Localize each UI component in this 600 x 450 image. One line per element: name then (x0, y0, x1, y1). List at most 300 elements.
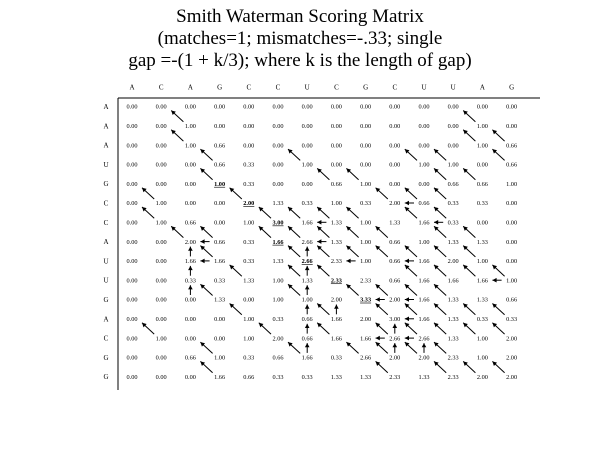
traceback-arrow (305, 324, 310, 334)
matrix-cell: 0.00 (184, 373, 196, 381)
traceback-arrow (305, 305, 310, 315)
traceback-arrow (317, 239, 326, 244)
matrix-cell: 0.00 (389, 142, 401, 150)
matrix-cell: 0.66 (447, 180, 459, 188)
traceback-arrow (230, 188, 242, 199)
matrix-cell: 0.33 (272, 373, 284, 381)
title-line-1: Smith Waterman Scoring Matrix (176, 6, 424, 27)
column-header: G (217, 83, 223, 92)
matrix-cell: 0.33 (184, 277, 196, 285)
traceback-arrow (346, 259, 355, 264)
matrix-cell: 0.00 (476, 161, 488, 169)
matrix-cell: 0.00 (184, 316, 196, 323)
matrix-cell: 1.00 (184, 142, 196, 150)
column-header: G (363, 83, 369, 92)
matrix-cell: 1.33 (389, 219, 401, 227)
matrix-cell: 1.00 (360, 180, 372, 188)
matrix-cell: 0.00 (389, 180, 401, 188)
traceback-arrow (434, 342, 446, 353)
traceback-arrow (405, 188, 417, 199)
matrix-cell: 0.00 (214, 103, 226, 111)
matrix-cell: 0.33 (447, 200, 459, 208)
matrix-cell: 0.00 (155, 373, 167, 381)
matrix-cell: 0.00 (155, 277, 167, 285)
traceback-arrow (463, 361, 475, 372)
matrix-cell: 1.33 (272, 200, 284, 208)
matrix-cell: 0.33 (214, 277, 226, 285)
matrix-cell: 0.00 (155, 123, 167, 130)
matrix-cell: 2.66 (418, 335, 430, 343)
matrix-cell: 0.00 (126, 200, 138, 208)
traceback-arrow (434, 207, 446, 218)
matrix-cell: 2.00 (506, 335, 518, 343)
matrix-cell: 0.00 (506, 123, 518, 130)
matrix-cell: 0.00 (418, 142, 430, 150)
traceback-arrow (317, 323, 329, 334)
matrix-cell: 1.33 (272, 258, 284, 266)
traceback-arrow (317, 226, 329, 237)
matrix-cell: 2.00 (389, 200, 401, 208)
matrix-cell: 1.00 (476, 335, 488, 343)
traceback-arrow (200, 284, 212, 295)
matrix-cell: 0.00 (301, 180, 313, 188)
matrix-cell: 1.00 (476, 123, 488, 130)
matrix-cell: 0.33 (301, 200, 313, 208)
matrix-cell: 0.00 (506, 103, 518, 111)
matrix-cell: 1.00 (155, 200, 167, 208)
traceback-arrow (405, 207, 417, 218)
traceback-arrow (317, 207, 329, 218)
matrix-cell: 0.00 (155, 161, 167, 169)
matrix-cell: 1.00 (301, 161, 313, 169)
traceback-arrow (405, 342, 417, 353)
traceback-arrow (434, 304, 446, 315)
traceback-arrow (376, 284, 388, 295)
matrix-cell: 1.33 (418, 373, 430, 381)
traceback-arrow (405, 323, 417, 334)
matrix-cell: 0.33 (243, 258, 255, 266)
matrix-cell: 0.00 (360, 103, 372, 111)
matrix-cell: 0.66 (214, 161, 226, 169)
traceback-arrow (259, 226, 271, 237)
traceback-arrow (434, 246, 446, 257)
matrix-cell: 1.33 (447, 296, 459, 304)
traceback-arrow (463, 304, 475, 315)
matrix-cell: 0.00 (155, 316, 167, 323)
matrix-cell: 1.66 (418, 296, 430, 304)
matrix-cell: 1.66 (418, 277, 430, 285)
matrix-cell: 0.00 (126, 316, 138, 323)
matrix-cell: 0.00 (389, 161, 401, 169)
traceback-arrow (376, 342, 388, 353)
row-header: A (103, 141, 109, 150)
matrix-cell: 0.00 (184, 161, 196, 169)
matrix-cell: 0.33 (360, 200, 372, 208)
traceback-arrow (288, 207, 300, 218)
matrix-cell: 0.66 (506, 142, 518, 150)
matrix-cell: 0.33 (330, 354, 342, 362)
traceback-arrow (259, 323, 271, 334)
traceback-arrow (376, 361, 388, 372)
matrix-cell: 0.00 (184, 180, 196, 188)
matrix-cell: 0.66 (214, 142, 226, 150)
matrix-cell: 0.66 (184, 354, 196, 362)
matrix-cell: 1.00 (476, 258, 488, 266)
row-header: U (103, 160, 109, 169)
traceback-arrow (346, 168, 358, 179)
traceback-arrow (376, 188, 388, 199)
matrix-cell: 0.00 (330, 123, 342, 130)
matrix-cell: 2.00 (389, 296, 401, 304)
matrix-cell: 1.00 (243, 316, 255, 323)
matrix-cell: 0.00 (418, 180, 430, 188)
row-headers (103, 103, 108, 381)
matrix-cell: 1.33 (214, 296, 226, 304)
matrix-cell: 0.66 (389, 258, 401, 266)
traceback-arrow (463, 130, 475, 141)
traceback-arrow (376, 323, 388, 334)
traceback-arrow (376, 304, 388, 315)
matrix-cell: 0.00 (214, 200, 226, 208)
row-header: G (103, 373, 109, 382)
matrix-cell: 0.00 (126, 103, 138, 111)
traceback-arrow (288, 149, 300, 160)
matrix-cell: 0.00 (418, 123, 430, 130)
matrix-cell: 2.00 (389, 354, 401, 362)
matrix-cell: 0.00 (214, 123, 226, 130)
matrix-cell: 0.00 (155, 354, 167, 362)
column-header: C (334, 83, 339, 92)
matrix-cell: 0.00 (214, 219, 226, 227)
matrix-cell: 0.00 (476, 219, 488, 227)
matrix-cell: 0.00 (243, 123, 255, 130)
matrix-cell: 0.00 (360, 142, 372, 150)
matrix-cell: 0.66 (330, 180, 342, 188)
matrix-cell: 0.00 (155, 238, 167, 246)
traceback-arrow (142, 323, 154, 334)
column-header: C (158, 83, 164, 92)
matrix-cell: 1.00 (155, 219, 167, 227)
matrix-cell: 1.33 (330, 219, 342, 227)
matrix-cell: 0.66 (418, 200, 430, 208)
matrix-cell: 1.66 (447, 277, 459, 285)
matrix-cell: 0.33 (301, 373, 313, 381)
traceback-arrow (142, 188, 154, 199)
column-header: A (129, 83, 135, 92)
row-header: A (103, 122, 109, 131)
matrix-cell: 0.00 (301, 103, 313, 111)
matrix-cell: 1.00 (476, 354, 488, 362)
matrix-cell: 2.33 (447, 354, 459, 362)
matrix-cell: 1.66 (272, 238, 284, 246)
matrix-cell: 2.33 (330, 258, 342, 266)
matrix-cell: 0.66 (301, 316, 313, 323)
traceback-arrow (434, 188, 446, 199)
matrix-cell: 2.00 (476, 373, 488, 381)
traceback-arrow (317, 168, 329, 179)
matrix-cell: 0.33 (447, 219, 459, 227)
row-header: A (103, 103, 109, 111)
matrix-cell: 1.00 (330, 200, 342, 208)
traceback-arrow (288, 342, 300, 353)
traceback-arrow (188, 285, 193, 295)
matrix-cell: 1.00 (506, 277, 518, 285)
matrix-cell: 0.00 (126, 161, 138, 169)
traceback-arrow (376, 297, 385, 302)
matrix-cell: 0.33 (506, 316, 518, 323)
matrix-cell: 1.66 (360, 335, 372, 343)
traceback-arrow (200, 226, 212, 237)
matrix-cell: 2.33 (330, 277, 342, 285)
matrix-cell: 1.66 (476, 277, 488, 285)
matrix-cell: 0.00 (330, 103, 342, 111)
traceback-arrow (434, 226, 446, 237)
matrix-cell: 0.00 (418, 103, 430, 111)
matrix-cell: 0.00 (360, 161, 372, 169)
matrix-cell: 2.66 (389, 335, 401, 343)
matrix-cell: 0.66 (272, 354, 284, 362)
matrix-cell: 2.33 (360, 277, 372, 285)
matrix-cell: 1.00 (476, 142, 488, 150)
traceback-arrow (188, 266, 193, 276)
matrix-cell: 0.33 (243, 354, 255, 362)
traceback-arrow (346, 226, 358, 237)
traceback-arrow (393, 324, 398, 334)
traceback-arrow (288, 265, 300, 276)
matrix-cell: 0.00 (126, 238, 138, 246)
matrix-cell: 0.00 (272, 180, 284, 188)
row-header: A (103, 238, 109, 247)
matrix-cell: 0.00 (506, 238, 518, 246)
traceback-arrow (463, 168, 475, 179)
matrix-cell: 0.00 (389, 103, 401, 111)
matrix-cell: 1.33 (330, 238, 342, 246)
matrix-cell: 2.33 (389, 373, 401, 381)
matrix-cell: 1.00 (155, 335, 167, 343)
matrix-cell: 0.00 (126, 373, 138, 381)
matrix-cell: 2.00 (418, 354, 430, 362)
matrix-cell: 1.66 (301, 354, 313, 362)
matrix-cell: 0.00 (155, 103, 167, 111)
traceback-arrow (305, 343, 310, 353)
matrix-cell: 0.00 (272, 161, 284, 169)
traceback-arrow (200, 361, 212, 372)
traceback-arrow (422, 343, 427, 353)
traceback-arrow (200, 149, 212, 160)
matrix-cell: 1.00 (418, 161, 430, 169)
traceback-arrow (346, 207, 358, 218)
matrix-cell: 0.00 (184, 335, 196, 343)
traceback-arrow (492, 304, 504, 315)
matrix-cell: 0.00 (360, 123, 372, 130)
traceback-arrow (317, 265, 329, 276)
matrix-cell: 2.66 (360, 354, 372, 362)
matrix-cell: 0.00 (330, 161, 342, 169)
traceback-arrow (463, 111, 475, 122)
matrix-cell: 0.00 (330, 142, 342, 150)
matrix-cell: 0.66 (389, 238, 401, 246)
traceback-arrow (346, 284, 358, 295)
matrix-cell: 0.00 (506, 258, 518, 266)
matrix-cell: 3.00 (272, 219, 284, 227)
matrix-cell: 0.00 (126, 258, 138, 266)
traceback-arrow (200, 342, 212, 353)
matrix-cell: 1.66 (214, 373, 226, 381)
traceback-arrow (405, 246, 417, 257)
matrix-cell: 0.00 (272, 103, 284, 111)
traceback-arrow (405, 304, 417, 315)
matrix-cell: 2.00 (243, 200, 255, 208)
matrix-cell: 0.66 (506, 161, 518, 169)
traceback-arrow (230, 304, 242, 315)
matrix-cell: 1.33 (476, 296, 488, 304)
matrix-cell: 1.66 (418, 258, 430, 266)
matrix-cells (126, 104, 517, 381)
matrix-cell: 0.66 (476, 180, 488, 188)
matrix-cell: 1.00 (272, 296, 284, 304)
column-header: A (187, 83, 193, 92)
title-line-2: (matches=1; mismatches=-.33; single (157, 28, 443, 49)
matrix-cell: 0.00 (301, 142, 313, 150)
matrix-cell: 0.00 (243, 142, 255, 150)
traceback-arrow (376, 336, 385, 341)
matrix-cell: 0.66 (389, 277, 401, 285)
matrix-cell: 1.33 (447, 335, 459, 343)
matrix-cell: 1.00 (360, 258, 372, 266)
traceback-arrow (434, 323, 446, 334)
traceback-arrow (305, 247, 310, 257)
traceback-arrow (405, 317, 414, 322)
traceback-arrow (463, 323, 475, 334)
matrix-cell: 1.66 (330, 335, 342, 343)
traceback-arrow (492, 323, 504, 334)
traceback-arrow (405, 284, 417, 295)
traceback-arrow (305, 285, 310, 295)
matrix-cell: 1.33 (476, 238, 488, 246)
matrix-cell: 0.00 (506, 200, 518, 208)
column-header: C (392, 83, 398, 92)
traceback-arrow (434, 361, 446, 372)
traceback-arrow (317, 304, 329, 315)
matrix-cell: 1.33 (447, 316, 459, 323)
traceback-arrow (259, 207, 271, 218)
traceback-arrow (463, 265, 475, 276)
matrix-cell: 2.00 (184, 238, 196, 246)
matrix-cell: 0.00 (214, 335, 226, 343)
matrix-cell: 1.00 (360, 238, 372, 246)
matrix-cell: 0.00 (126, 219, 138, 227)
row-header: C (103, 334, 109, 343)
matrix-cell: 2.33 (447, 373, 459, 381)
matrix-cell: 2.00 (506, 373, 518, 381)
matrix-cell: 2.66 (301, 258, 313, 266)
matrix-cell: 0.66 (506, 296, 518, 304)
matrix-cell: 0.66 (301, 335, 313, 343)
traceback-arrow (305, 266, 310, 276)
matrix-cell: 1.00 (301, 296, 313, 304)
matrix-cell: 2.00 (272, 335, 284, 343)
traceback-arrow (346, 246, 358, 257)
matrix-cell: 1.33 (243, 277, 255, 285)
traceback-arrow (376, 226, 388, 237)
column-headers (129, 84, 514, 92)
matrix-cell: 0.00 (447, 103, 459, 111)
traceback-arrow (346, 342, 358, 353)
matrix-cell: 0.00 (126, 335, 138, 343)
matrix-cell: 0.00 (272, 123, 284, 130)
traceback-arrow (317, 246, 329, 257)
matrix-cell: 0.00 (126, 296, 138, 304)
matrix-cell: 0.00 (155, 142, 167, 150)
matrix-cell: 2.00 (330, 296, 342, 304)
row-header: U (103, 276, 109, 285)
matrix-cell: 1.00 (214, 180, 226, 188)
matrix-cell: 0.33 (243, 238, 255, 246)
traceback-arrow (200, 168, 212, 179)
matrix-cell: 3.33 (360, 296, 372, 304)
traceback-arrow (171, 226, 183, 237)
matrix-cell: 0.00 (155, 258, 167, 266)
matrix-cell: 0.33 (243, 161, 255, 169)
matrix-cell: 2.66 (301, 238, 313, 246)
matrix-cell: 1.33 (447, 238, 459, 246)
matrix-cell: 0.66 (214, 238, 226, 246)
column-header: U (450, 83, 456, 92)
traceback-arrow (405, 265, 417, 276)
traceback-arrow (434, 168, 446, 179)
traceback-arrow (230, 265, 242, 276)
traceback-arrow (405, 149, 417, 160)
row-header: C (103, 218, 109, 227)
traceback-arrow (393, 343, 398, 353)
traceback-arrow (434, 149, 446, 160)
traceback-arrow (492, 278, 501, 283)
matrix-cell: 1.66 (184, 258, 196, 266)
matrix-cell: 0.00 (301, 123, 313, 130)
matrix-cell: 0.00 (126, 180, 138, 188)
matrix-cell: 1.66 (301, 219, 313, 227)
matrix-cell: 1.00 (243, 335, 255, 343)
matrix-cell: 1.66 (214, 258, 226, 266)
traceback-arrow (492, 265, 504, 276)
matrix-cell: 0.00 (184, 200, 196, 208)
matrix-cell: 2.00 (506, 354, 518, 362)
matrix-cell: 1.00 (243, 219, 255, 227)
matrix-cell: 1.33 (301, 277, 313, 285)
matrix-cell: 1.00 (418, 238, 430, 246)
column-header: U (421, 83, 427, 92)
matrix-cell: 0.33 (272, 316, 284, 323)
matrix-cell: 0.00 (214, 316, 226, 323)
traceback-arrow (200, 246, 212, 257)
matrix-cell: 1.00 (184, 123, 196, 130)
title-line-3: gap =-(1 + k/3); where k is the length of gap) (128, 50, 472, 71)
traceback-arrow (171, 130, 183, 141)
row-header: A (103, 315, 109, 324)
matrix-cell: 0.00 (155, 180, 167, 188)
matrix-cell: 0.00 (447, 123, 459, 130)
matrix-cell: 0.33 (476, 200, 488, 208)
row-header: G (103, 296, 109, 304)
traceback-arrow (434, 284, 446, 295)
column-header: U (304, 83, 310, 92)
matrix-cell: 1.33 (330, 373, 342, 381)
matrix-cell: 0.00 (184, 296, 196, 304)
matrix-cell: 0.00 (243, 103, 255, 111)
matrix-cell: 1.66 (330, 316, 342, 323)
traceback-arrow (434, 220, 443, 225)
traceback-arrow (405, 336, 414, 341)
